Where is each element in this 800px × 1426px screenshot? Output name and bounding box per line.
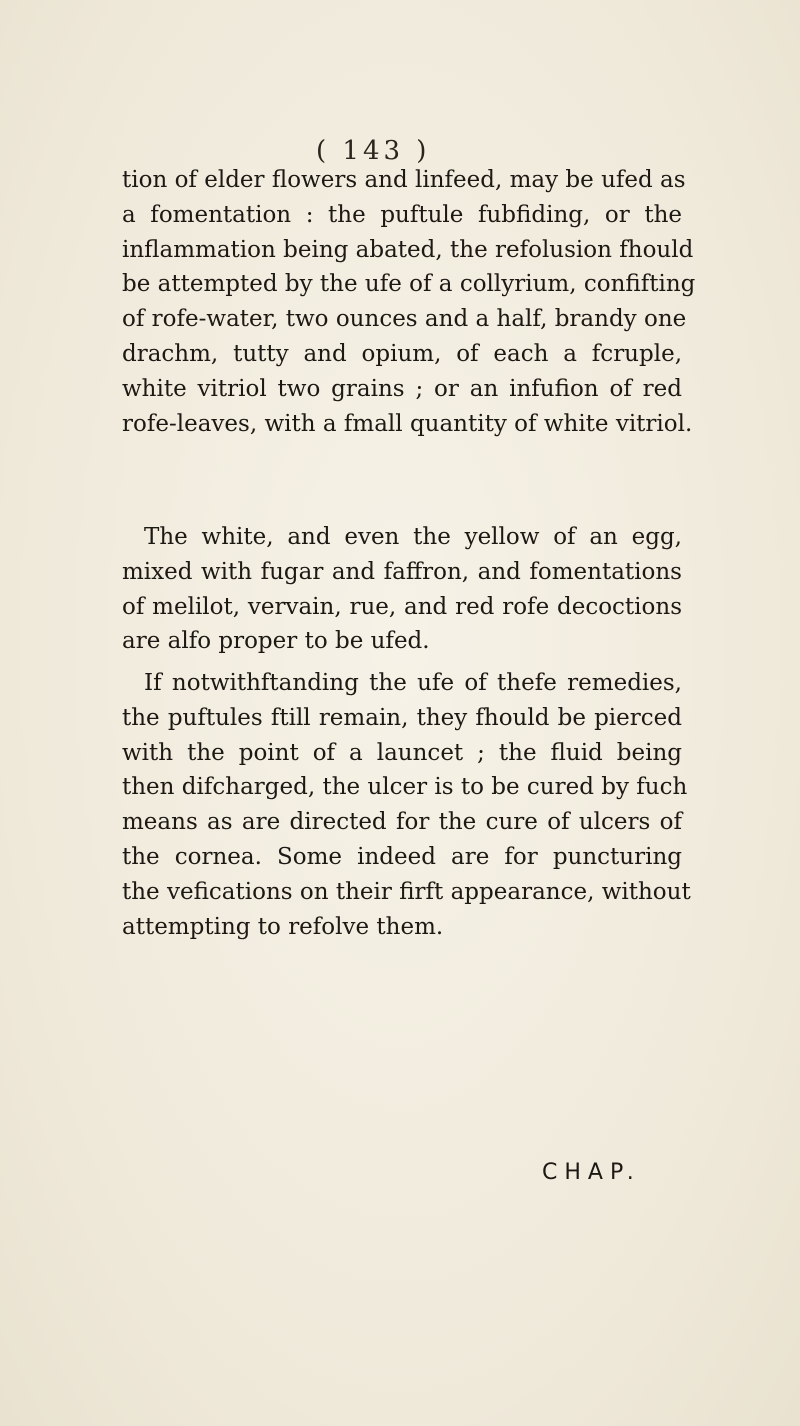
text-line: attempting to refolve them. xyxy=(122,913,444,940)
paragraph-3 xyxy=(122,666,691,944)
text-line: be attempted by the ufe of a collyrium, confifting xyxy=(122,271,696,298)
text-line: the cornea. Some indeed are for puncturing xyxy=(122,843,682,870)
text-line: of rofe-water, two ounces and a half, brandy one xyxy=(122,306,687,333)
text-line: of melilot, vervain, rue, and red rofe decoctions xyxy=(122,593,682,620)
text-line: rofe-leaves, with a fmall quantity of white vitriol. xyxy=(122,410,693,437)
text-line: white vitriol two grains ; or an infufion of red xyxy=(122,375,682,402)
text-line: If notwithftanding the ufe of thefe remedies, xyxy=(144,670,682,696)
text-line: a fomentation : the puftule fubfiding, or the xyxy=(122,201,682,228)
catchword: CHAP. xyxy=(542,1160,641,1185)
text-line: the puftules ftill remain, they fhould be pierced xyxy=(122,704,682,731)
text-line: are alfo proper to be ufed. xyxy=(122,628,430,655)
paragraph-2 xyxy=(122,520,682,659)
text-line: inflammation being abated, the refolusion fhould xyxy=(122,236,694,263)
text-line: tion of elder flowers and linfeed, may be ufed as xyxy=(122,167,686,193)
text-line: means as are directed for the cure of ulcers of xyxy=(122,809,682,836)
text-line: with the point of a launcet ; the fluid being xyxy=(122,739,682,766)
text-line: drachm, tutty and opium, of each a fcruple, xyxy=(122,340,682,367)
paragraph-1 xyxy=(122,163,696,441)
text-line: the vefications on their firft appearance, without xyxy=(122,878,691,905)
text-line: then difcharged, the ulcer is to be cured by fuch xyxy=(122,774,688,801)
text-line: The white, and even the yellow of an egg, xyxy=(144,524,682,550)
page-number: ( 143 ) xyxy=(316,136,431,166)
text-line: mixed with fugar and faffron, and fomentations xyxy=(122,558,682,585)
